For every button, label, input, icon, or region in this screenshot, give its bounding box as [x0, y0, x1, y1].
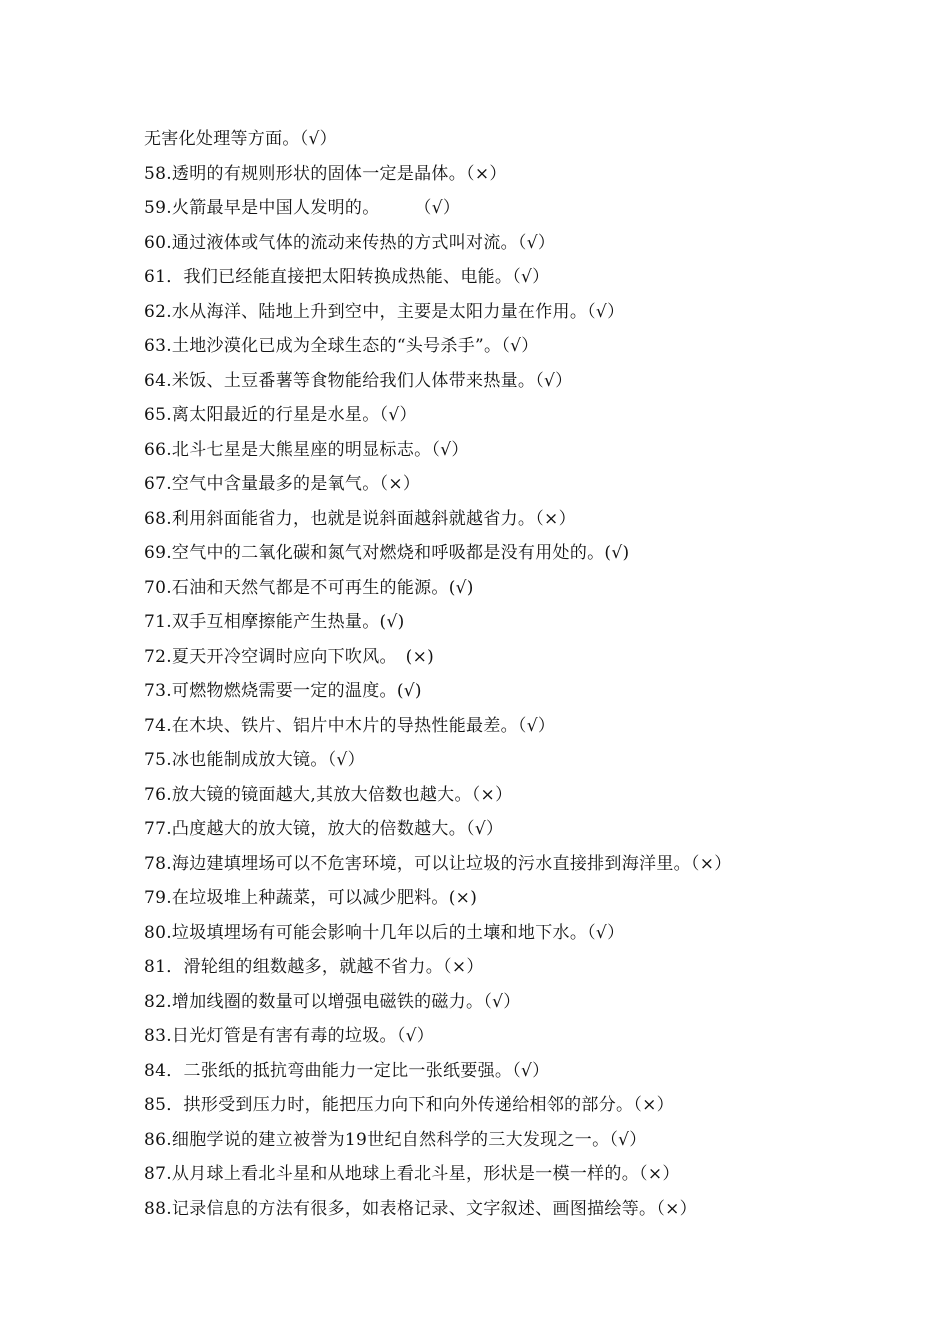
question-item: 67.空气中含量最多的是氧气。（×）	[144, 474, 421, 494]
question-item: 66.北斗七星是大熊星座的明显标志。（√）	[144, 439, 469, 460]
question-item: 68.利用斜面能省力，也就是说斜面越斜就越省力。（×）	[144, 508, 576, 529]
question-item: 61．我们已经能直接把太阳转换成热能、电能。（√）	[144, 267, 550, 287]
question-item: 76.放大镜的镜面越大,其放大倍数也越大。（×）	[144, 784, 513, 805]
question-item: 81．滑轮组的组数越多，就越不省力。（×）	[144, 957, 484, 977]
text-line: 无害化处理等方面。（√）	[144, 129, 337, 149]
question-item: 74.在木块、铁片、铝片中木片的导热性能最差。（√）	[144, 715, 556, 736]
question-item: 87.从月球上看北斗星和从地球上看北斗星，形状是一模一样的。（×）	[144, 1164, 680, 1184]
question-item: 75.冰也能制成放大镜。（√）	[144, 750, 365, 770]
question-item: 88.记录信息的方法有很多，如表格记录、文字叙述、画图描绘等。（×）	[144, 1198, 697, 1219]
question-item: 70.石油和天然气都是不可再生的能源。(√)	[144, 577, 474, 598]
question-item: 69.空气中的二氧化碳和氮气对燃烧和呼吸都是没有用处的。(√)	[144, 543, 630, 563]
question-item: 73.可燃物燃烧需要一定的温度。(√)	[144, 681, 422, 701]
question-list	[144, 122, 924, 1226]
question-item: 83.日光灯管是有害有毒的垃圾。（√）	[144, 1026, 435, 1046]
question-item: 77.凸度越大的放大镜，放大的倍数越大。（√）	[144, 819, 504, 839]
question-item: 65.离太阳最近的行星是水星。（√）	[144, 405, 417, 425]
question-item: 71.双手互相摩擦能产生热量。(√)	[144, 612, 405, 632]
question-item: 86.细胞学说的建立被誉为19世纪自然科学的三大发现之一。（√）	[144, 1129, 647, 1150]
question-item: 79.在垃圾堆上种蔬菜，可以减少肥料。(×)	[144, 888, 478, 908]
question-item: 84．二张纸的抵抗弯曲能力一定比一张纸要强。（√）	[144, 1060, 550, 1081]
question-item: 64.米饭、土豆番薯等食物能给我们人体带来热量。（√）	[144, 370, 573, 391]
question-item: 60.通过液体或气体的流动来传热的方式叫对流。（√）	[144, 232, 556, 253]
question-item: 58.透明的有规则形状的固体一定是晶体。（×）	[144, 163, 507, 184]
question-item: 59.火箭最早是中国人发明的。 （√）	[144, 198, 461, 218]
question-item: 62.水从海洋、陆地上升到空中，主要是太阳力量在作用。（√）	[144, 301, 625, 322]
question-item: 78.海边建填埋场可以不危害环境，可以让垃圾的污水直接排到海洋里。（×）	[144, 853, 732, 874]
question-item: 72.夏天开冷空调时应向下吹风。 (×)	[144, 646, 435, 667]
question-item: 82.增加线圈的数量可以增强电磁铁的磁力。（√）	[144, 991, 521, 1012]
question-item: 63.土地沙漠化已成为全球生态的“头号杀手”。（√）	[144, 336, 539, 356]
question-item: 85．拱形受到压力时，能把压力向下和向外传递给相邻的部分。（×）	[144, 1095, 674, 1115]
question-item: 80.垃圾填埋场有可能会影响十几年以后的土壤和地下水。（√）	[144, 922, 625, 943]
